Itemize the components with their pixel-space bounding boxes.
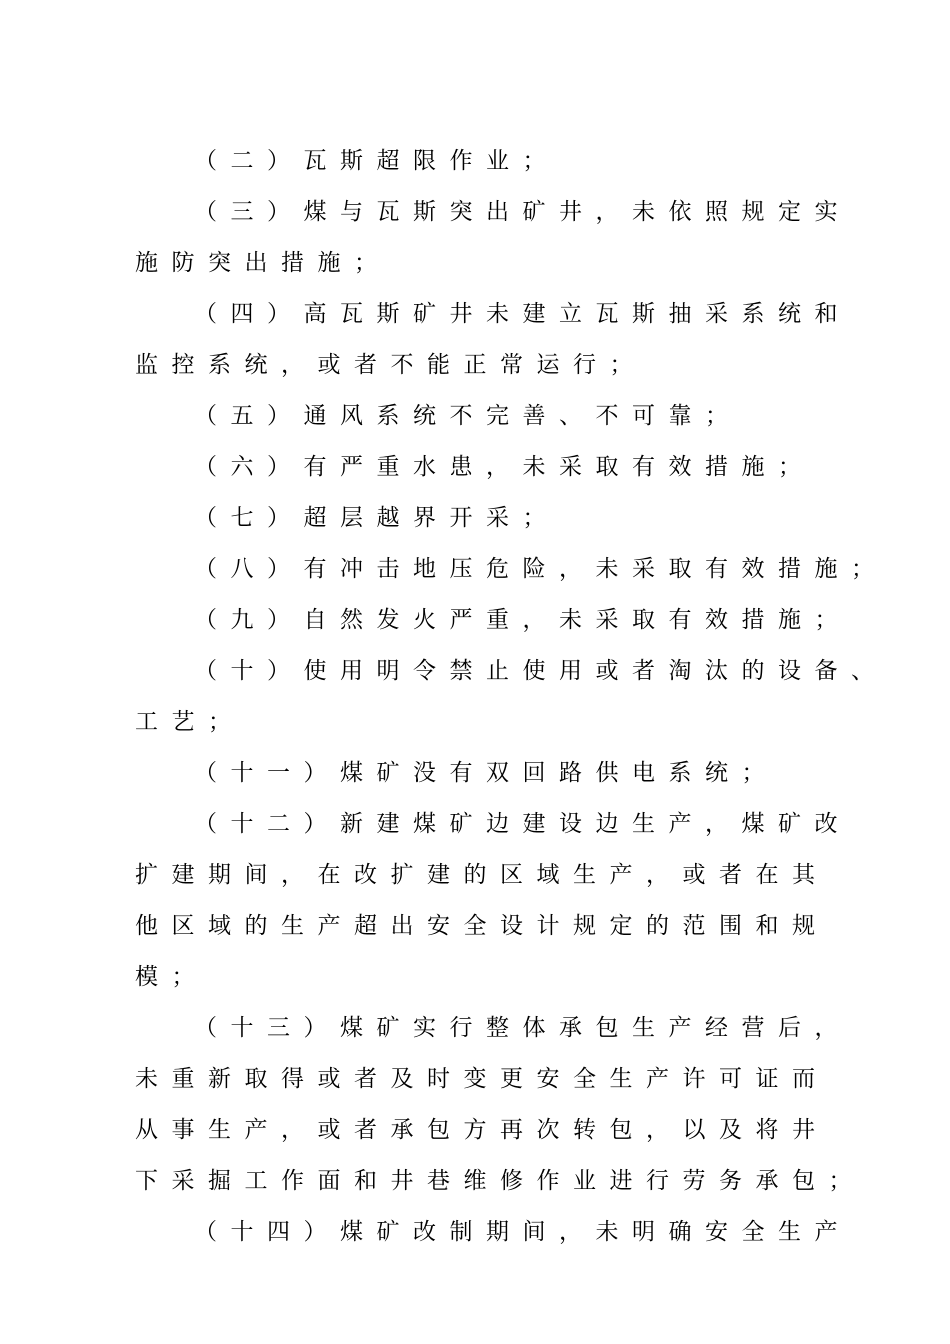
item-3-line-2: 施防突出措施； <box>135 250 391 276</box>
item-12-line-2: 扩建期间，在改扩建的区域生产，或者在其 <box>135 862 829 888</box>
item-12-line-4: 模； <box>135 964 208 990</box>
item-13-line-1: （十三）煤矿实行整体承包生产经营后， <box>194 1015 851 1041</box>
item-12-line-1: （十二）新建煤矿边建设边生产，煤矿改 <box>194 811 851 837</box>
item-10-line-1: （十）使用明令禁止使用或者淘汰的设备、 <box>194 658 888 684</box>
item-7-line-1: （七）超层越界开采； <box>194 505 559 531</box>
item-9-line-1: （九）自然发火严重，未采取有效措施； <box>194 607 851 633</box>
item-13-line-2: 未重新取得或者及时变更安全生产许可证而 <box>135 1066 829 1092</box>
item-12-line-3: 他区域的生产超出安全设计规定的范围和规 <box>135 913 829 939</box>
item-14-line-1: （十四）煤矿改制期间，未明确安全生产 <box>194 1219 851 1245</box>
item-13-line-4: 下采掘工作面和井巷维修作业进行劳务承包； <box>135 1168 865 1194</box>
item-2-line-1: （二）瓦斯超限作业； <box>194 148 559 174</box>
item-3-line-1: （三）煤与瓦斯突出矿井，未依照规定实 <box>194 199 851 225</box>
item-4-line-2: 监控系统，或者不能正常运行； <box>135 352 646 378</box>
item-10-line-2: 工艺； <box>135 709 245 735</box>
item-13-line-3: 从事生产，或者承包方再次转包，以及将井 <box>135 1117 829 1143</box>
item-8-line-1: （八）有冲击地压危险，未采取有效措施； <box>194 556 888 582</box>
item-6-line-1: （六）有严重水患，未采取有效措施； <box>194 454 815 480</box>
item-5-line-1: （五）通风系统不完善、不可靠； <box>194 403 742 429</box>
item-11-line-1: （十一）煤矿没有双回路供电系统； <box>194 760 778 786</box>
item-4-line-1: （四）高瓦斯矿井未建立瓦斯抽采系统和 <box>194 301 851 327</box>
